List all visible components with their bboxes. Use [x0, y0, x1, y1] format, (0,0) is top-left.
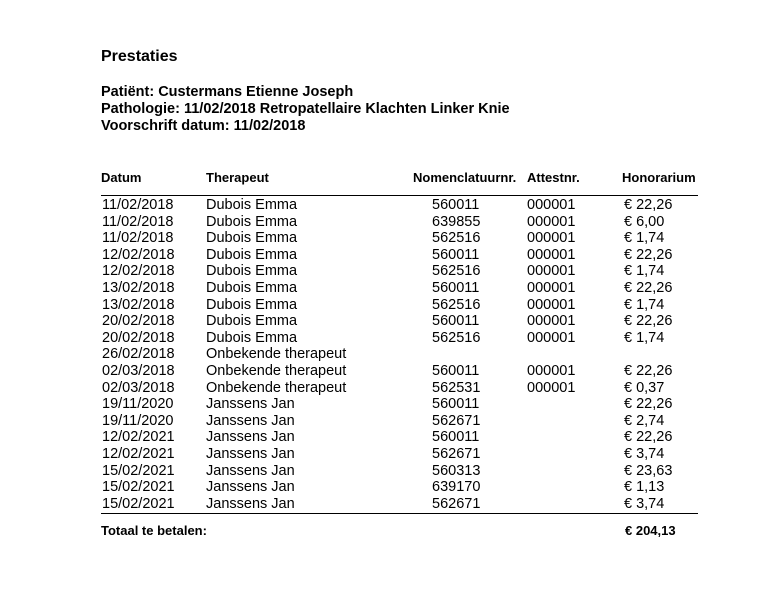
cell-nomenclatuur: 562671	[432, 446, 481, 462]
cell-therapeut: Dubois Emma	[206, 263, 298, 280]
cell-honorarium: € 22,26	[624, 396, 673, 413]
cell-therapeut: Onbekende therapeut	[206, 346, 347, 363]
table-row	[0, 346, 774, 363]
cell-therapeut: Janssens Jan	[206, 495, 295, 512]
cell-honorarium: € 22,26	[624, 246, 673, 263]
cell-honorarium: € 22,26	[624, 280, 673, 296]
cell-therapeut: Janssens Jan	[206, 412, 295, 429]
cell-datum: 15/02/2021	[102, 479, 175, 496]
header-datum: Datum	[101, 170, 142, 185]
cell-therapeut: Dubois Emma	[206, 197, 298, 213]
patient-line: Patiënt: Custermans Etienne Joseph	[101, 84, 354, 100]
table-row	[0, 446, 774, 463]
cell-datum: 11/02/2018	[102, 213, 174, 230]
cell-therapeut: Dubois Emma	[206, 313, 298, 330]
cell-attest: 000001	[527, 230, 576, 247]
table-row	[0, 380, 774, 397]
table-row	[0, 413, 774, 430]
cell-attest: 000001	[527, 363, 576, 379]
cell-honorarium: € 6,00	[624, 213, 665, 230]
cell-honorarium: € 22,26	[624, 429, 673, 446]
table-row	[0, 396, 774, 413]
cell-datum: 13/02/2018	[102, 280, 175, 296]
table-row	[0, 363, 774, 380]
cell-nomenclatuur: 560011	[432, 363, 480, 379]
table-row	[0, 297, 774, 314]
total-label: Totaal te betalen:	[101, 523, 207, 538]
cell-nomenclatuur: 562516	[432, 329, 481, 346]
cell-datum: 12/02/2018	[102, 263, 175, 280]
cell-therapeut: Dubois Emma	[206, 213, 298, 230]
cell-honorarium: € 0,37	[624, 379, 665, 396]
total-value: € 204,13	[625, 523, 676, 538]
table-row	[0, 330, 774, 347]
cell-therapeut: Janssens Jan	[206, 429, 295, 446]
cell-honorarium: € 1,74	[624, 263, 665, 280]
table-row	[0, 496, 774, 513]
cell-therapeut: Dubois Emma	[206, 246, 298, 263]
cell-datum: 11/02/2018	[102, 197, 174, 213]
cell-nomenclatuur: 639170	[432, 479, 481, 496]
cell-nomenclatuur: 562516	[432, 230, 481, 247]
cell-honorarium: € 1,74	[624, 296, 665, 313]
table-row	[0, 479, 774, 496]
cell-attest: 000001	[527, 280, 576, 296]
header-honorarium: Honorarium	[622, 170, 696, 185]
cell-attest: 000001	[527, 213, 576, 230]
header-nomenclatuur: Nomenclatuurnr.	[413, 170, 517, 185]
cell-nomenclatuur: 639855	[432, 213, 481, 230]
voorschrift-line: Voorschrift datum: 11/02/2018	[101, 118, 306, 134]
cell-datum: 15/02/2021	[102, 462, 175, 479]
cell-attest: 000001	[527, 296, 576, 313]
cell-therapeut: Janssens Jan	[206, 479, 295, 496]
cell-attest: 000001	[527, 379, 576, 396]
pathologie-line: Pathologie: 11/02/2018 Retropatellaire Klachten Linker Knie	[101, 101, 510, 117]
cell-honorarium: € 23,63	[624, 462, 673, 479]
table-row	[0, 230, 774, 247]
cell-nomenclatuur: 562671	[432, 412, 481, 429]
cell-therapeut: Onbekende therapeut	[206, 363, 347, 379]
cell-honorarium: € 1,74	[624, 329, 665, 346]
cell-nomenclatuur: 562516	[432, 296, 481, 313]
cell-datum: 15/02/2021	[102, 495, 175, 512]
cell-therapeut: Dubois Emma	[206, 329, 298, 346]
cell-honorarium: € 1,74	[624, 230, 665, 247]
cell-therapeut: Janssens Jan	[206, 446, 295, 462]
cell-attest: 000001	[527, 263, 576, 280]
cell-attest: 000001	[527, 313, 576, 330]
cell-nomenclatuur: 560011	[432, 429, 480, 446]
cell-datum: 20/02/2018	[102, 313, 175, 330]
cell-nomenclatuur: 560011	[432, 197, 480, 213]
cell-datum: 12/02/2018	[102, 246, 175, 263]
cell-datum: 12/02/2021	[102, 429, 175, 446]
cell-nomenclatuur: 562516	[432, 263, 481, 280]
table-row	[0, 197, 774, 214]
cell-datum: 20/02/2018	[102, 329, 175, 346]
cell-datum: 02/03/2018	[102, 379, 175, 396]
header-rule	[101, 195, 698, 196]
cell-nomenclatuur: 562671	[432, 495, 481, 512]
cell-therapeut: Janssens Jan	[206, 462, 295, 479]
cell-datum: 11/02/2018	[102, 230, 174, 247]
cell-honorarium: € 3,74	[624, 495, 665, 512]
cell-nomenclatuur: 560011	[432, 313, 480, 330]
cell-therapeut: Janssens Jan	[206, 396, 295, 413]
table-row	[0, 463, 774, 480]
header-therapeut: Therapeut	[206, 170, 269, 185]
cell-datum: 02/03/2018	[102, 363, 175, 379]
cell-honorarium: € 22,26	[624, 313, 673, 330]
cell-attest: 000001	[527, 329, 576, 346]
cell-honorarium: € 3,74	[624, 446, 665, 462]
cell-nomenclatuur: 560011	[432, 396, 480, 413]
cell-attest: 000001	[527, 197, 576, 213]
cell-honorarium: € 22,26	[624, 363, 673, 379]
table-row	[0, 214, 774, 231]
cell-datum: 12/02/2021	[102, 446, 175, 462]
table-row	[0, 247, 774, 264]
cell-nomenclatuur: 560011	[432, 246, 480, 263]
page-title: Prestaties	[101, 48, 178, 65]
cell-honorarium: € 1,13	[624, 479, 665, 496]
cell-attest: 000001	[527, 246, 576, 263]
cell-therapeut: Dubois Emma	[206, 280, 298, 296]
footer-rule	[101, 513, 698, 514]
cell-therapeut: Dubois Emma	[206, 230, 298, 247]
cell-nomenclatuur: 560011	[432, 280, 480, 296]
table-row	[0, 313, 774, 330]
table-row	[0, 429, 774, 446]
cell-nomenclatuur: 560313	[432, 462, 481, 479]
table-row	[0, 263, 774, 280]
cell-honorarium: € 2,74	[624, 412, 665, 429]
cell-datum: 13/02/2018	[102, 296, 175, 313]
cell-therapeut: Dubois Emma	[206, 296, 298, 313]
cell-honorarium: € 22,26	[624, 197, 673, 213]
cell-therapeut: Onbekende therapeut	[206, 379, 347, 396]
cell-nomenclatuur: 562531	[432, 379, 481, 396]
header-attest: Attestnr.	[527, 170, 580, 185]
table-row	[0, 280, 774, 297]
cell-datum: 19/11/2020	[102, 396, 174, 413]
cell-datum: 19/11/2020	[102, 412, 174, 429]
cell-datum: 26/02/2018	[102, 346, 175, 363]
